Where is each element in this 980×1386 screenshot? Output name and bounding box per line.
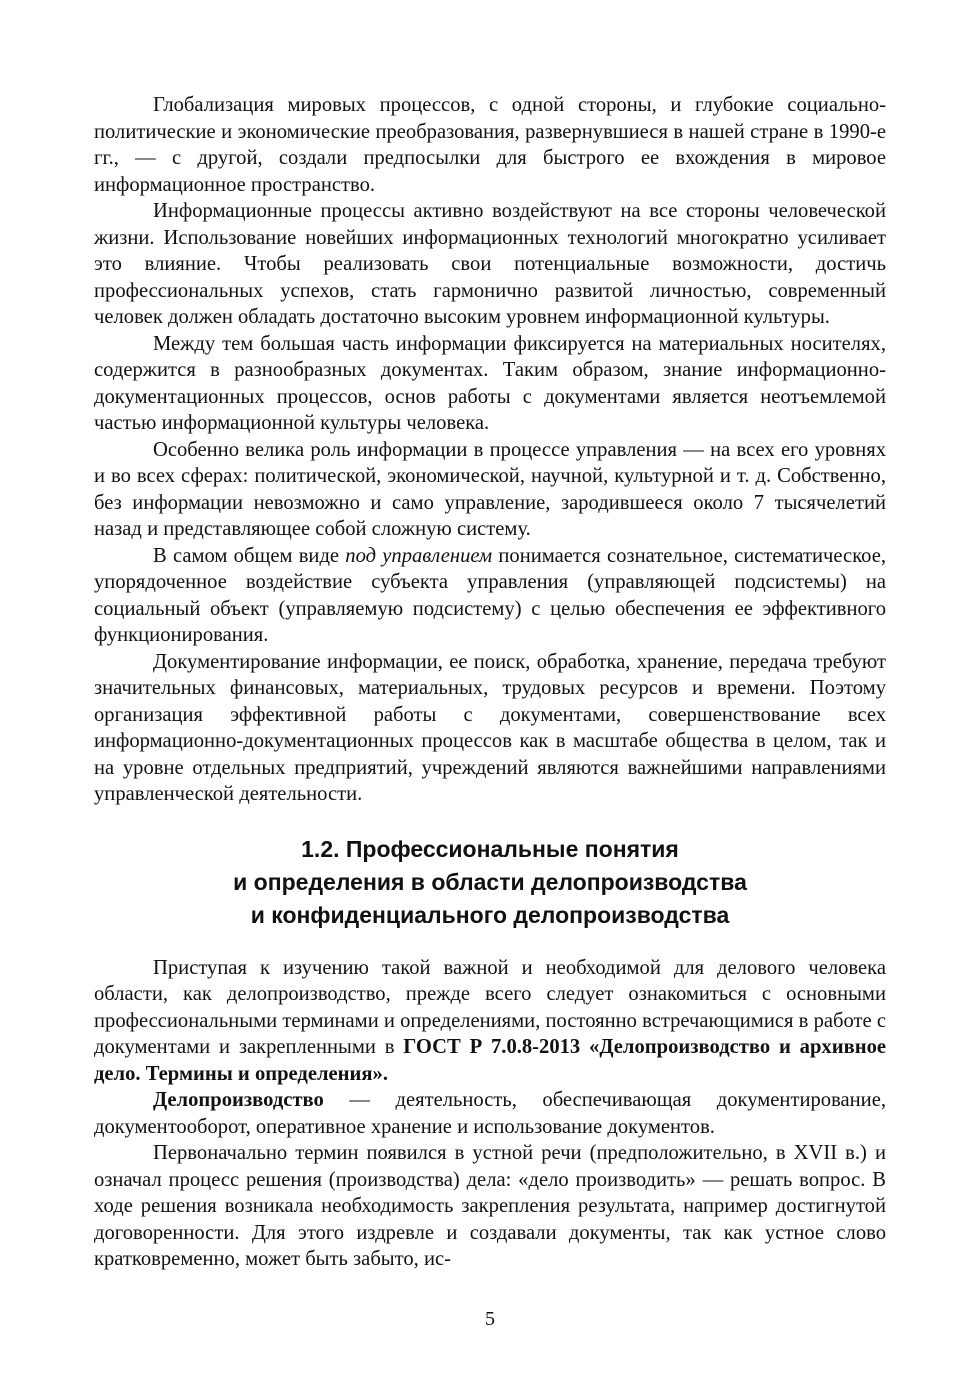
paragraph-text: Приступая к изучению такой важной и необходимой для делового человека области, как делопроизводство, прежде всего следует ознакомиться с основными профессиональными терминами и определениями, постоянно встречающимися в работе с документами и закрепленными в <box>94 956 886 1058</box>
paragraph-management-definition <box>94 543 886 649</box>
term-definition: — деятельность, обеспечивающая документирование, документооборот, оперативное хранение и использование документов. <box>94 1089 886 1138</box>
gost-reference: ГОСТ Р 7.0.8-2013 «Делопроизводство и архивное дело. Термины и определения». <box>94 1036 887 1085</box>
paragraph-material-carriers: Между тем большая часть информации фиксируется на материальных носителях, содержится в разнообразных документах. Таким образом, знание информационно-документационных процессов, основ работы с документами является неотъемлемой частью информационной культуры человека. <box>94 332 886 434</box>
section-heading-line: и конфиденциального делопроизводства <box>250 901 730 928</box>
section-heading <box>94 833 886 932</box>
section-heading-line: и определения в области делопроизводства <box>233 868 747 895</box>
paragraph-term-definition <box>94 1087 886 1140</box>
section-heading-line: 1.2. Профессиональные понятия <box>301 835 679 862</box>
defined-term: Делопроизводство <box>153 1089 324 1111</box>
paragraph-documentation: Документирование информации, ее поиск, обработка, хранение, передача требуют значительных финансовых, материальных, трудовых ресурсов и времени. Поэтому организация эффективной работы с документами, совершенствование всех информационно-документационных процессов как в масштабе общества в целом, так и на уровне отдельных предприятий, учреждений являются важнейшими направлениями управленческой деятельности. <box>94 650 886 805</box>
page-number: 5 <box>485 1308 495 1330</box>
paragraph-text: В самом общем виде <box>153 544 346 567</box>
paragraph-term-history: Первоначально термин появился в устной речи (предположительно, в XVII в.) и означал процесс решения (производства) дела: «дело производить» — решать вопрос. В ходе решения возникала необходимость закрепления результата, например достигнутой договоренности. Для этого издревле и создавали документы, так как устное слово кратковременно, может быть забыто, ис- <box>94 1142 886 1270</box>
paragraph-information-processes: Информационные процессы активно воздействуют на все стороны человеческой жизни. Использование новейших информационных технологий многократно усиливает это влияние. Чтобы реализовать свои потенциальные возможности, достичь профессиональных успехов, стать гармонично развитой личностью, современный человек должен обладать достаточно высоким уровнем информационной культуры. <box>94 200 886 328</box>
document-page <box>94 92 886 1273</box>
paragraph-text: понимается сознательное, систематическое, упорядоченное воздействие субъекта управления (управляющей подсистемы) на социальный объект (управляемую подсистему) с целью обеспечения ее эффективного функционирования. <box>94 544 886 646</box>
italic-term: под управлением <box>345 544 493 567</box>
paragraph-gost-intro <box>94 955 886 1088</box>
paragraph-management-role: Особенно велика роль информации в процессе управления — на всех его уровнях и во всех сферах: политической, экономической, научной, культурной и т. д. Собственно, без информации невозможно и само управление, зародившееся около 7 тысячелетий назад и представляющее собой сложную систему. <box>94 438 886 540</box>
paragraph-globalization: Глобализация мировых процессов, с одной стороны, и глубокие социально-политические и экономические преобразования, развернувшиеся в нашей стране в 1990-е гг., — с другой, создали предпосылки для быстрого ее вхождения в мировое информационное пространство. <box>94 94 886 196</box>
